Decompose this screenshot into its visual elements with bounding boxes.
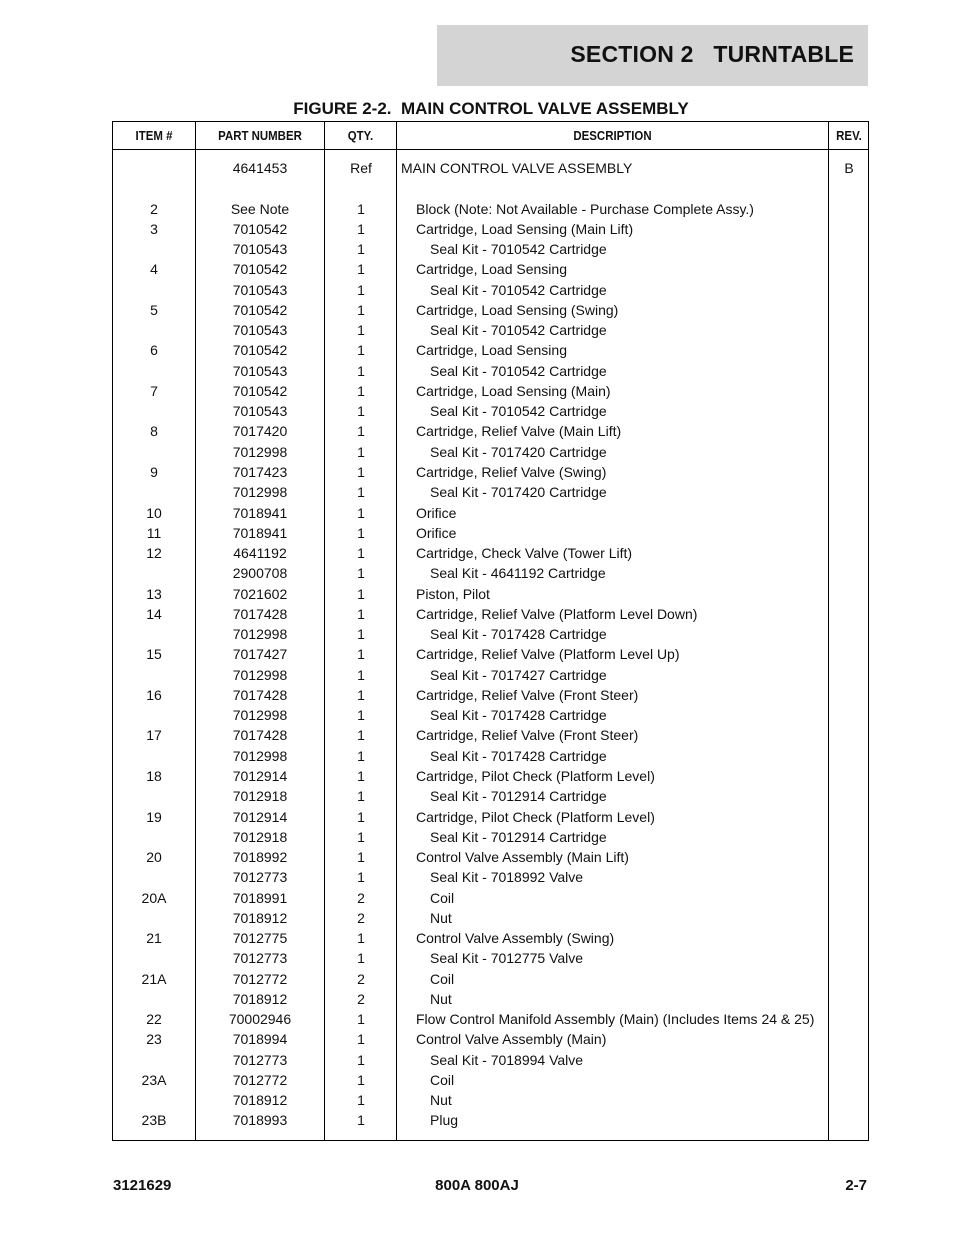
cell-item: 16	[146, 686, 162, 703]
cell-description: Seal Kit - 7018994 Valve	[430, 1051, 584, 1068]
table-row	[113, 421, 868, 441]
cell-qty: 2	[357, 990, 365, 1007]
cell-part-number: 7012998	[232, 626, 288, 643]
cell-item: 8	[150, 423, 158, 440]
cell-item: 15	[146, 646, 162, 663]
cell-part-number: See Note	[230, 200, 290, 217]
cell-description: Seal Kit - 7017427 Cartridge	[430, 666, 607, 683]
cell-description: Coil	[430, 970, 455, 987]
cell-qty: 1	[357, 362, 365, 379]
cell-description: Control Valve Assembly (Main)	[416, 1031, 607, 1048]
table-row	[113, 503, 868, 523]
cell-part-number: 7012998	[232, 443, 288, 460]
cell-qty: 1	[357, 1092, 365, 1109]
cell-part-number: 70002946	[228, 1011, 292, 1028]
cell-qty: 1	[357, 1031, 365, 1048]
cell-item: 21A	[141, 970, 167, 987]
cell-part-number: 7017420	[232, 423, 288, 440]
table-row	[113, 280, 868, 300]
cell-part-number: 7012998	[232, 707, 288, 724]
cell-qty: 1	[357, 686, 365, 703]
cell-qty: 1	[357, 605, 365, 622]
cell-qty: 1	[357, 261, 365, 278]
table-row	[113, 786, 868, 806]
table-row	[113, 908, 868, 928]
cell-description: Nut	[430, 1092, 452, 1109]
cell-part-number: 7021602	[232, 585, 288, 602]
cell-part-number: 7012773	[232, 869, 288, 886]
cell-part-number: 7012998	[232, 666, 288, 683]
cell-qty: 1	[357, 382, 365, 399]
cell-item: 23A	[141, 1071, 167, 1088]
table-row	[113, 381, 868, 401]
cell-description: Cartridge, Relief Valve (Swing)	[416, 463, 607, 480]
table-row	[113, 725, 868, 745]
cell-qty: 1	[357, 767, 365, 784]
cell-item: 4	[150, 261, 158, 278]
cell-item: 20A	[141, 889, 167, 906]
cell-description: Seal Kit - 7010542 Cartridge	[430, 322, 607, 339]
table-row	[113, 543, 868, 563]
cell-description: Flow Control Manifold Assembly (Main) (Includes Items 24 & 25)	[416, 1011, 815, 1028]
table-row	[113, 644, 868, 664]
cell-part-number: 7010543	[232, 362, 288, 379]
cell-description: Block (Note: Not Available - Purchase Complete Assy.)	[416, 200, 754, 217]
table-row	[113, 888, 868, 908]
footer-doc-number: 3121629	[113, 1177, 172, 1194]
cell-part-number: 7012918	[232, 828, 288, 845]
cell-part-number: 7012775	[232, 930, 288, 947]
column-header-rev: REV.	[836, 128, 862, 143]
cell-description: Piston, Pilot	[416, 585, 490, 602]
cell-description: Nut	[430, 909, 452, 926]
cell-item: 20	[146, 849, 162, 866]
cell-description: Cartridge, Relief Valve (Main Lift)	[416, 423, 622, 440]
table-row	[113, 665, 868, 685]
section-title: SECTION 2 TURNTABLE	[570, 41, 854, 67]
cell-qty: 1	[357, 626, 365, 643]
cell-description: Seal Kit - 7010542 Cartridge	[430, 281, 607, 298]
cell-description: Control Valve Assembly (Swing)	[416, 930, 615, 947]
section-header-band	[437, 25, 868, 86]
cell-description: Cartridge, Relief Valve (Front Steer)	[416, 686, 639, 703]
cell-qty: 1	[357, 707, 365, 724]
cell-qty: 1	[357, 788, 365, 805]
cell-qty: 2	[357, 909, 365, 926]
table-row	[113, 219, 868, 239]
table-row	[113, 462, 868, 482]
cell-qty: 1	[357, 301, 365, 318]
cell-part-number: 7018991	[232, 889, 288, 906]
cell-qty: 1	[357, 342, 365, 359]
table-row	[113, 482, 868, 502]
table-row	[113, 705, 868, 725]
table-row	[113, 1009, 868, 1029]
cell-part-number: 7012918	[232, 788, 288, 805]
column-header-description: DESCRIPTION	[573, 128, 652, 143]
table-row	[113, 746, 868, 766]
cell-qty: 2	[357, 889, 365, 906]
cell-qty: 1	[357, 1051, 365, 1068]
cell-part-number: 4641453	[232, 160, 288, 176]
cell-item: 9	[150, 463, 158, 480]
cell-part-number: 7012772	[232, 1071, 288, 1088]
cell-qty: 1	[357, 565, 365, 582]
table-row	[113, 523, 868, 543]
cell-item: 11	[146, 524, 162, 541]
cell-description: Cartridge, Relief Valve (Platform Level Down)	[416, 605, 698, 622]
cell-part-number: 7017428	[232, 686, 288, 703]
table-row	[113, 1029, 868, 1049]
cell-part-number: 7017423	[232, 463, 288, 480]
table-row	[113, 766, 868, 786]
cell-qty: 1	[357, 869, 365, 886]
cell-part-number: 7018912	[232, 909, 288, 926]
cell-qty: 1	[357, 281, 365, 298]
cell-part-number: 2900708	[232, 565, 288, 582]
table-row	[113, 928, 868, 948]
cell-item: 5	[150, 301, 158, 318]
cell-part-number: 7012914	[232, 808, 288, 825]
cell-qty: 1	[357, 484, 365, 501]
cell-qty: 1	[357, 504, 365, 521]
table-row	[113, 259, 868, 279]
cell-description: Orifice	[416, 504, 457, 521]
cell-qty: 1	[357, 220, 365, 237]
cell-description: Plug	[430, 1112, 459, 1129]
cell-part-number: 7018993	[232, 1112, 288, 1129]
cell-qty: 1	[357, 443, 365, 460]
cell-part-number: 7012998	[232, 747, 288, 764]
table-row	[113, 989, 868, 1009]
cell-description: Cartridge, Load Sensing (Swing)	[416, 301, 619, 318]
cell-qty: 1	[357, 322, 365, 339]
cell-description: Cartridge, Load Sensing	[416, 342, 567, 359]
cell-part-number: 7010543	[232, 281, 288, 298]
cell-item: 7	[150, 382, 158, 399]
cell-description: Seal Kit - 4641192 Cartridge	[430, 565, 606, 582]
parts-table	[112, 121, 869, 1141]
cell-item: 12	[146, 545, 162, 562]
cell-item: 19	[146, 808, 162, 825]
cell-qty: 1	[357, 403, 365, 420]
cell-item: 23B	[141, 1112, 167, 1129]
cell-qty: 1	[357, 1011, 365, 1028]
table-row	[113, 300, 868, 320]
cell-part-number: 7012772	[232, 970, 288, 987]
cell-part-number: 7010542	[232, 301, 288, 318]
cell-qty: Ref	[350, 160, 372, 176]
cell-qty: 1	[357, 463, 365, 480]
cell-description: Cartridge, Relief Valve (Front Steer)	[416, 727, 639, 744]
cell-qty: 1	[357, 930, 365, 947]
cell-qty: 1	[357, 545, 365, 562]
cell-part-number: 7010543	[232, 241, 288, 258]
cell-part-number: 7018992	[232, 849, 288, 866]
table-row	[113, 239, 868, 259]
table-row	[113, 361, 868, 381]
cell-qty: 1	[357, 808, 365, 825]
cell-item: 6	[150, 342, 158, 359]
footer-models: 800A 800AJ	[435, 1177, 519, 1194]
table-row	[113, 320, 868, 340]
table-row	[113, 847, 868, 867]
cell-description: Seal Kit - 7017428 Cartridge	[430, 747, 607, 764]
cell-part-number: 7010542	[232, 261, 288, 278]
table-row	[113, 563, 868, 583]
cell-qty: 1	[357, 747, 365, 764]
cell-item: 17	[146, 727, 162, 744]
table-row	[113, 867, 868, 887]
cell-description: Cartridge, Relief Valve (Platform Level Up)	[416, 646, 680, 663]
cell-description: Seal Kit - 7017428 Cartridge	[430, 626, 607, 643]
cell-item: 10	[146, 504, 162, 521]
cell-description: Seal Kit - 7017428 Cartridge	[430, 707, 607, 724]
cell-description: MAIN CONTROL VALVE ASSEMBLY	[401, 160, 633, 176]
cell-description: Seal Kit - 7010542 Cartridge	[430, 362, 607, 379]
table-row	[113, 401, 868, 421]
cell-item: 13	[146, 585, 162, 602]
cell-description: Cartridge, Load Sensing (Main)	[416, 382, 611, 399]
cell-description: Nut	[430, 990, 452, 1007]
table-row	[113, 1070, 868, 1090]
table-row	[113, 685, 868, 705]
cell-qty: 1	[357, 666, 365, 683]
cell-qty: 1	[357, 1071, 365, 1088]
cell-item: 23	[146, 1031, 162, 1048]
cell-part-number: 7017428	[232, 727, 288, 744]
cell-description: Seal Kit - 7018992 Valve	[430, 869, 584, 886]
table-row	[113, 1090, 868, 1110]
figure-title: FIGURE 2-2. MAIN CONTROL VALVE ASSEMBLY	[293, 99, 689, 118]
cell-part-number: 7010542	[232, 342, 288, 359]
table-row	[113, 1050, 868, 1070]
cell-qty: 1	[357, 828, 365, 845]
cell-item: 18	[146, 767, 162, 784]
table-row	[113, 948, 868, 968]
cell-part-number: 7012773	[232, 1051, 288, 1068]
table-row	[113, 604, 868, 624]
cell-part-number: 7010542	[232, 382, 288, 399]
table-row	[113, 178, 868, 198]
table-body	[113, 158, 868, 1131]
table-row	[113, 969, 868, 989]
cell-qty: 1	[357, 423, 365, 440]
cell-description: Seal Kit - 7010542 Cartridge	[430, 403, 607, 420]
cell-part-number: 7017427	[232, 646, 288, 663]
cell-description: Coil	[430, 889, 455, 906]
column-header-part-number: PART NUMBER	[218, 128, 302, 143]
cell-qty: 2	[357, 970, 365, 987]
cell-description: Seal Kit - 7017420 Cartridge	[430, 484, 607, 501]
table-row	[113, 158, 868, 178]
footer-page-number: 2-7	[845, 1177, 867, 1194]
cell-description: Cartridge, Pilot Check (Platform Level)	[416, 767, 655, 784]
cell-qty: 1	[357, 950, 365, 967]
table-row	[113, 442, 868, 462]
cell-item: 22	[146, 1011, 162, 1028]
cell-part-number: 7010543	[232, 322, 288, 339]
cell-description: Control Valve Assembly (Main Lift)	[416, 849, 629, 866]
cell-description: Cartridge, Load Sensing (Main Lift)	[416, 220, 634, 237]
cell-qty: 1	[357, 524, 365, 541]
table-row	[113, 827, 868, 847]
cell-qty: 1	[357, 585, 365, 602]
cell-part-number: 7018941	[232, 504, 288, 521]
table-row	[113, 1110, 868, 1130]
cell-qty: 1	[357, 241, 365, 258]
cell-part-number: 7012773	[232, 950, 288, 967]
cell-part-number: 7018994	[232, 1031, 288, 1048]
cell-part-number: 7012998	[232, 484, 288, 501]
cell-description: Cartridge, Check Valve (Tower Lift)	[416, 545, 633, 562]
cell-part-number: 4641192	[233, 545, 287, 562]
cell-item: 14	[146, 605, 162, 622]
cell-qty: 1	[357, 200, 365, 217]
cell-part-number: 7018941	[232, 524, 288, 541]
cell-description: Seal Kit - 7012914 Cartridge	[430, 828, 607, 845]
header-divider	[113, 149, 868, 150]
cell-rev: B	[844, 160, 854, 176]
cell-part-number: 7010543	[232, 403, 288, 420]
cell-part-number: 7010542	[232, 220, 288, 237]
cell-qty: 1	[357, 646, 365, 663]
cell-description: Seal Kit - 7012775 Valve	[430, 950, 584, 967]
table-row	[113, 199, 868, 219]
cell-qty: 1	[357, 1112, 365, 1129]
cell-part-number: 7012914	[232, 767, 288, 784]
column-header-qty: QTY.	[347, 128, 374, 143]
cell-qty: 1	[357, 849, 365, 866]
cell-item: 21	[146, 930, 162, 947]
table-row	[113, 807, 868, 827]
column-header-item: ITEM #	[135, 128, 173, 143]
cell-description: Seal Kit - 7010542 Cartridge	[430, 241, 607, 258]
cell-description: Cartridge, Pilot Check (Platform Level)	[416, 808, 655, 825]
cell-part-number: 7018912	[232, 1092, 288, 1109]
cell-description: Seal Kit - 7017420 Cartridge	[430, 443, 607, 460]
cell-part-number: 7018912	[232, 990, 288, 1007]
cell-qty: 1	[357, 727, 365, 744]
cell-item: 3	[150, 220, 158, 237]
table-row	[113, 584, 868, 604]
cell-description: Cartridge, Load Sensing	[416, 261, 567, 278]
cell-description: Orifice	[416, 524, 457, 541]
cell-part-number: 7017428	[232, 605, 288, 622]
table-row	[113, 624, 868, 644]
cell-description: Coil	[430, 1071, 455, 1088]
table-row	[113, 340, 868, 360]
cell-item: 2	[150, 200, 158, 217]
cell-description: Seal Kit - 7012914 Cartridge	[430, 788, 607, 805]
